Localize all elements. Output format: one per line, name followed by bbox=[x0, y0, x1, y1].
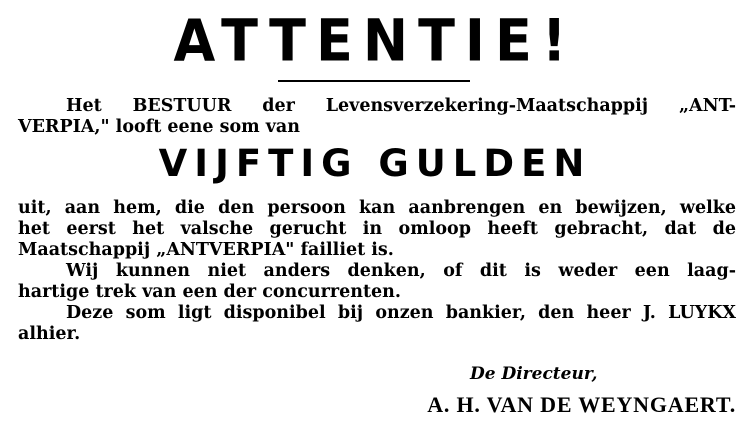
body-line: Maatschappij „ANTVERPIA" failliet is. bbox=[18, 240, 394, 260]
body-line: hartige trek van een der concurrenten. bbox=[18, 282, 401, 302]
intro-paragraph bbox=[18, 96, 736, 138]
body-line: Wij kunnen niet anders denken, of dit is weder een laag- bbox=[66, 261, 736, 281]
body-line: alhier. bbox=[18, 324, 81, 344]
reward-amount: VIJFTIG GULDEN bbox=[158, 142, 592, 185]
intro-line: Het BESTUUR der Levensverzekering-Maatschappij „ANT- bbox=[66, 96, 736, 116]
body-line: uit, aan hem, die den persoon kan aanbrengen en bewijzen, welke bbox=[18, 198, 736, 218]
divider-rule bbox=[278, 80, 470, 82]
body-line: het eerst het valsche gerucht in omloop heeft gebracht, dat de bbox=[18, 219, 736, 239]
headline: ATTENTIE! bbox=[173, 6, 577, 75]
signoff-title: De Directeur, bbox=[470, 364, 598, 384]
body-line: Deze som ligt disponibel bij onzen bankier, den heer J. LUYKX bbox=[66, 303, 736, 323]
intro-line: VERPIA," looft eene som van bbox=[18, 117, 300, 137]
signoff-name: A. H. VAN DE WEYNGAERT. bbox=[427, 392, 736, 417]
body-paragraph bbox=[18, 198, 736, 345]
